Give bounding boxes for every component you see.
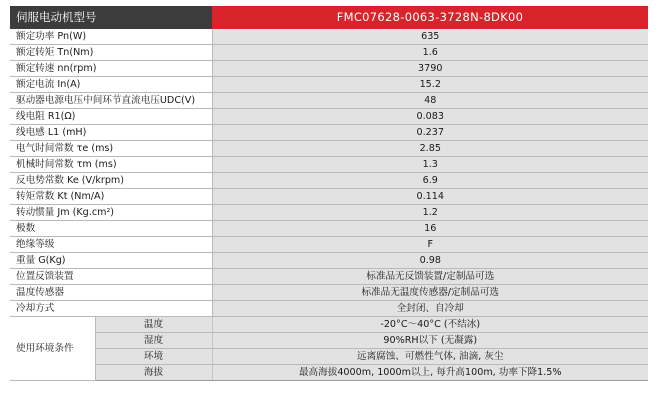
row-label: 电气时间常数 τe (ms): [10, 141, 212, 157]
row-value: 1.3: [212, 157, 648, 173]
row-value: 1.6: [212, 45, 648, 61]
table-row: [10, 221, 648, 237]
table-row: [10, 141, 648, 157]
env-value: 远离腐蚀、可燃性气体, 油滴, 灰尘: [212, 349, 648, 365]
table-header-row: [10, 6, 648, 29]
env-value: -20°C～40°C (不结冰): [212, 317, 648, 333]
row-label: 额定功率 Pn(W): [10, 29, 212, 45]
row-label: 转动惯量 Jm (Kg.cm²): [10, 205, 212, 221]
env-sub-label: 湿度: [95, 333, 212, 349]
row-label: 机械时间常数 τm (ms): [10, 157, 212, 173]
table-row: [10, 173, 648, 189]
table-row: [10, 157, 648, 173]
table-row: [10, 45, 648, 61]
env-sub-label: 海拔: [95, 365, 212, 381]
table-row: [10, 61, 648, 77]
row-label: 线电阻 R1(Ω): [10, 109, 212, 125]
table-row: [10, 109, 648, 125]
row-value: 48: [212, 93, 648, 109]
env-value: 90%RH以下 (无凝露): [212, 333, 648, 349]
row-value: 标准品无温度传感器/定制品可选: [212, 285, 648, 301]
spec-table: [10, 6, 648, 381]
env-row: [10, 333, 648, 349]
row-value: 0.237: [212, 125, 648, 141]
env-value: 最高海拔4000m, 1000m以上, 每升高100m, 功率下降1.5%: [212, 365, 648, 381]
row-value: F: [212, 237, 648, 253]
row-label: 驱动器电源电压中间环节直流电压UDC(V): [10, 93, 212, 109]
table-row: [10, 29, 648, 45]
env-sub-label: 温度: [95, 317, 212, 333]
table-row: [10, 237, 648, 253]
row-label: 反电势常数 Ke (V/krpm): [10, 173, 212, 189]
row-value: 2.85: [212, 141, 648, 157]
row-label: 位置反馈装置: [10, 269, 212, 285]
table-row: [10, 189, 648, 205]
row-label: 绝缘等级: [10, 237, 212, 253]
row-label: 额定转矩 Tn(Nm): [10, 45, 212, 61]
env-row: [10, 317, 648, 333]
row-value: 0.083: [212, 109, 648, 125]
row-label: 转矩常数 Kt (Nm/A): [10, 189, 212, 205]
table-row: [10, 285, 648, 301]
env-sub-label: 环境: [95, 349, 212, 365]
row-label: 极数: [10, 221, 212, 237]
table-row: [10, 125, 648, 141]
row-value: 0.98: [212, 253, 648, 269]
row-label: 重量 G(Kg): [10, 253, 212, 269]
env-row: [10, 365, 648, 381]
header-label: 伺服电动机型号: [10, 6, 212, 29]
model-number: FMC07628-0063-3728N-8DK00: [212, 6, 648, 29]
row-label: 额定电流 In(A): [10, 77, 212, 93]
row-label: 额定转速 nn(rpm): [10, 61, 212, 77]
row-value: 全封闭、自冷却: [212, 301, 648, 317]
table-row: [10, 77, 648, 93]
table-row: [10, 253, 648, 269]
table-row: [10, 301, 648, 317]
row-value: 0.114: [212, 189, 648, 205]
row-label: 温度传感器: [10, 285, 212, 301]
row-label: 线电感 L1 (mH): [10, 125, 212, 141]
row-value: 3790: [212, 61, 648, 77]
row-value: 6.9: [212, 173, 648, 189]
row-value: 1.2: [212, 205, 648, 221]
table-row: [10, 269, 648, 285]
row-value: 15.2: [212, 77, 648, 93]
row-value: 16: [212, 221, 648, 237]
table-row: [10, 205, 648, 221]
row-value: 标准品无反馈装置/定制品可选: [212, 269, 648, 285]
env-label: 使用环境条件: [10, 317, 95, 381]
row-label: 冷却方式: [10, 301, 212, 317]
row-value: 635: [212, 29, 648, 45]
env-row: [10, 349, 648, 365]
table-row: [10, 93, 648, 109]
